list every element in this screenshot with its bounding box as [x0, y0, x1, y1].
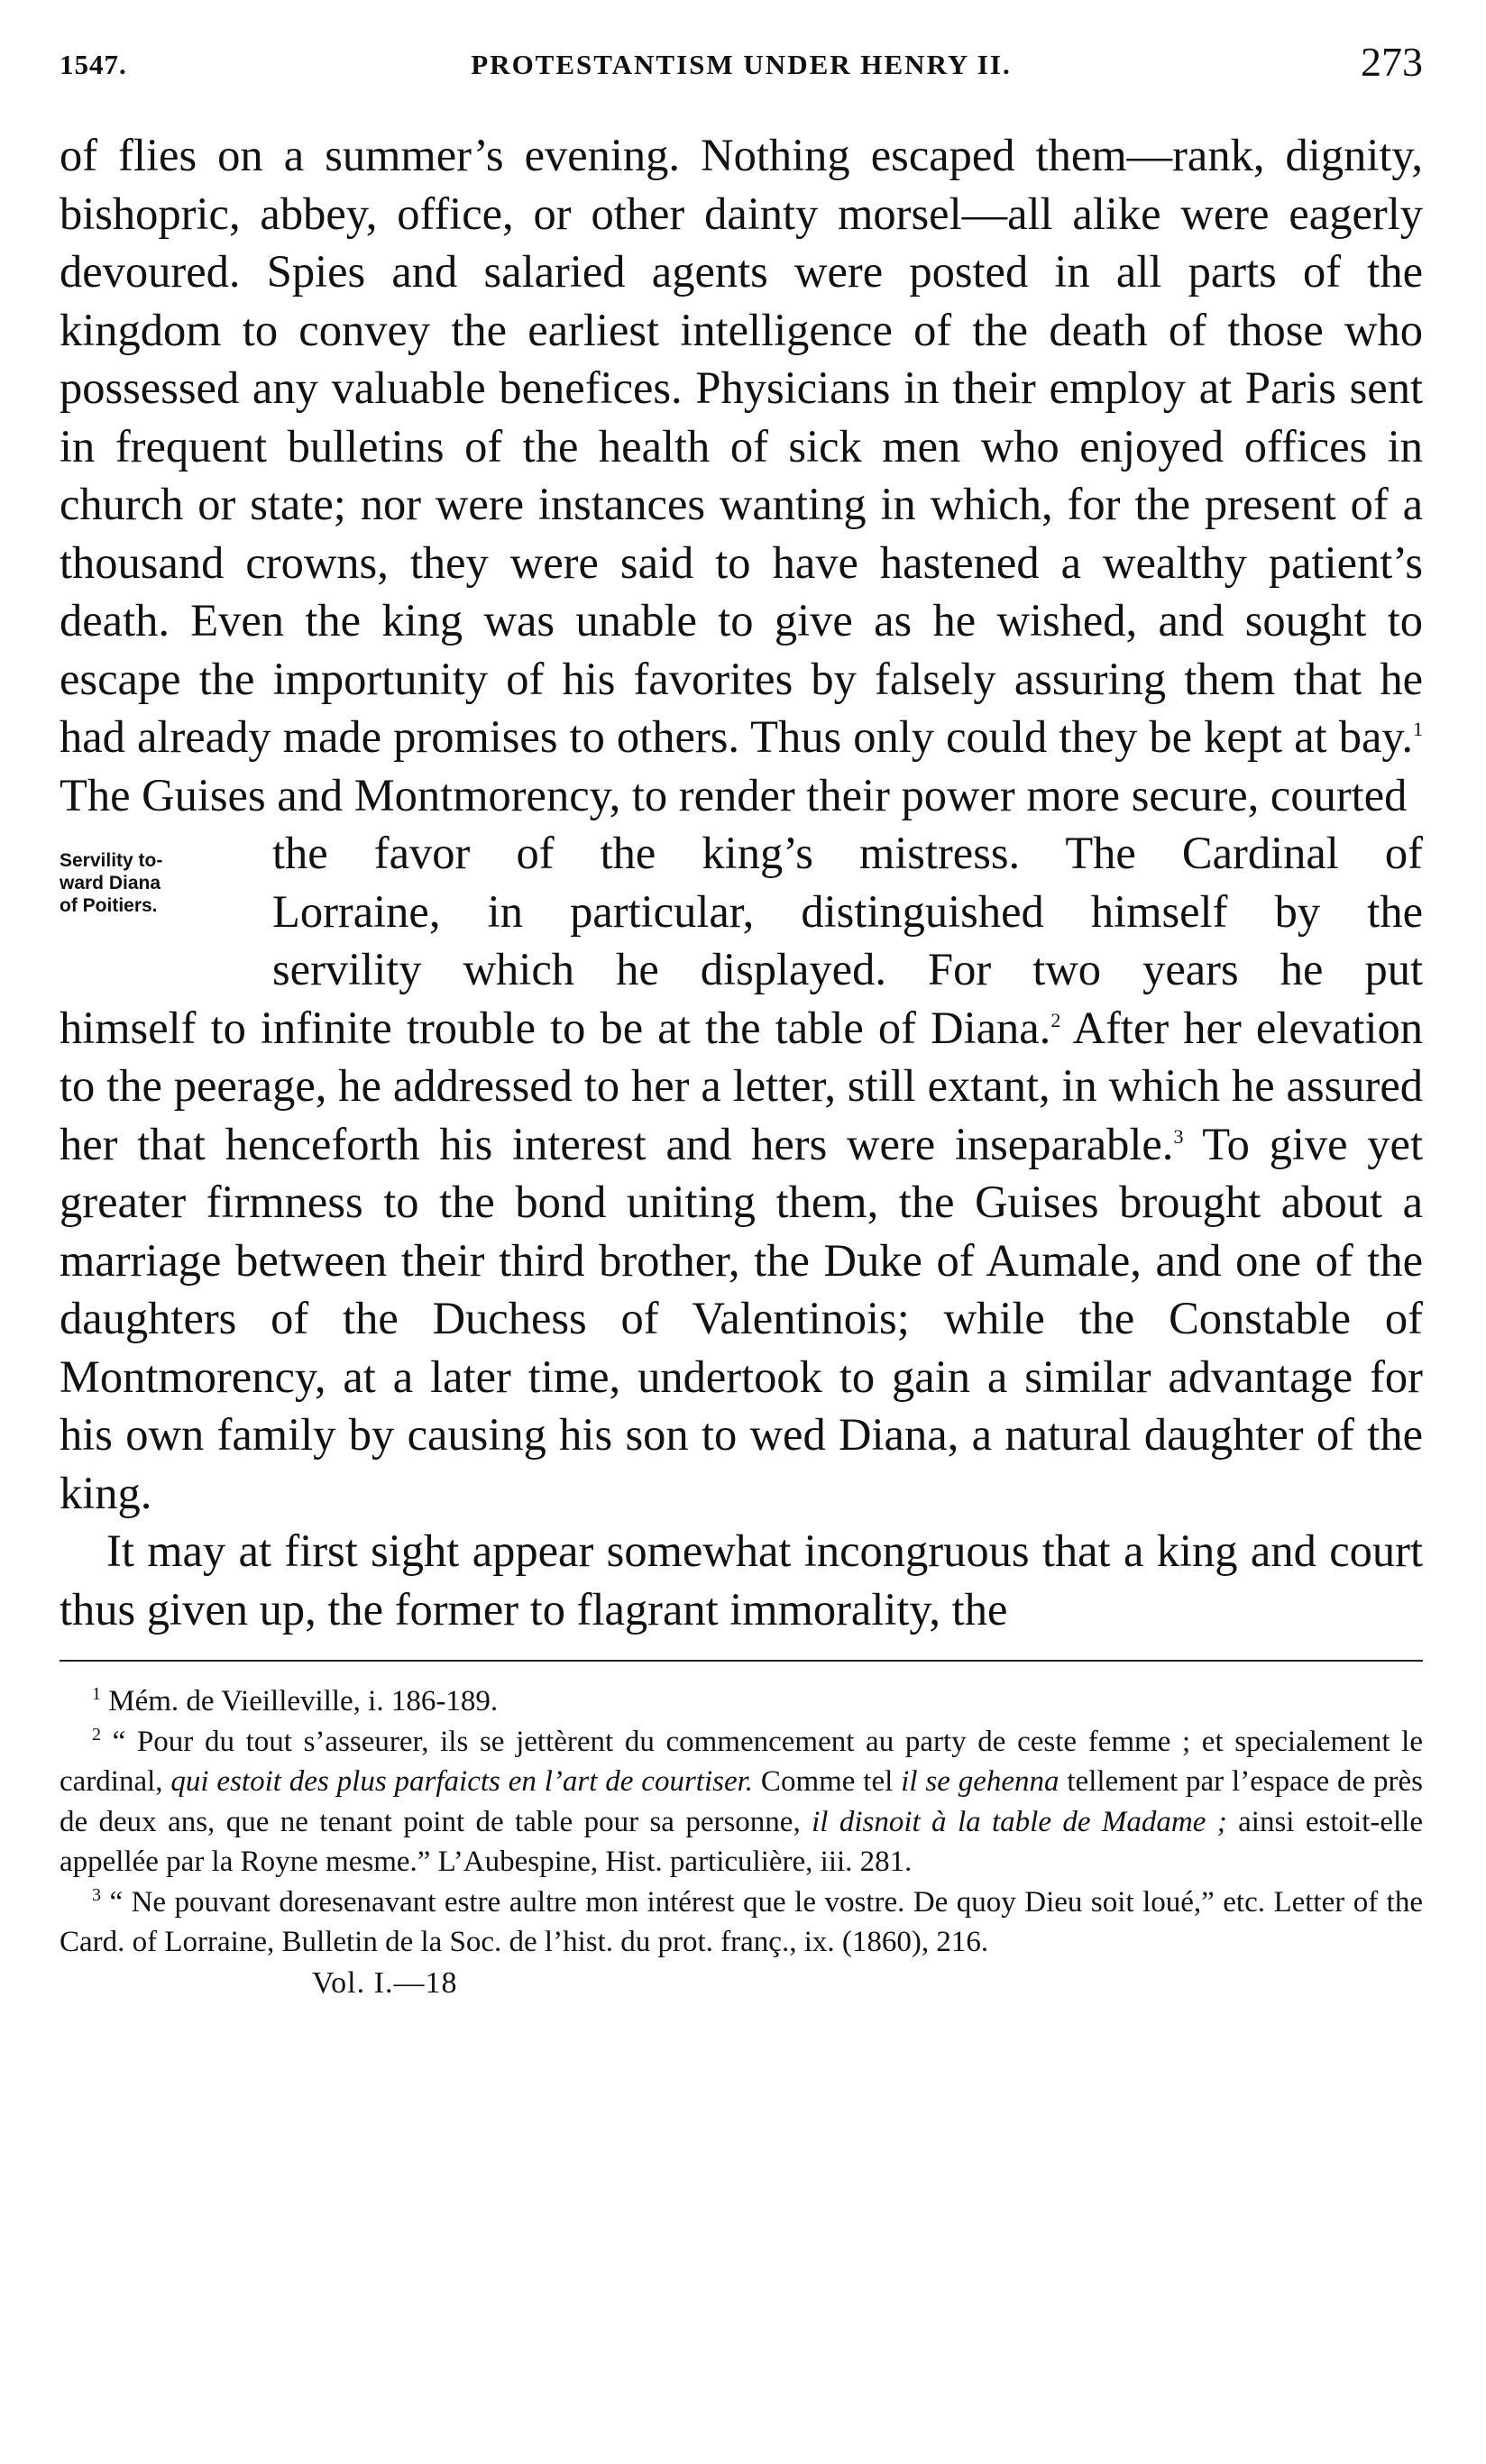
footnote-3-mark: 3: [92, 1884, 101, 1905]
footnote-ref-1: 1: [1413, 718, 1423, 740]
page-number: 273: [1361, 39, 1423, 85]
footnote-2-italic-2: il se gehenna: [901, 1765, 1059, 1798]
footnote-2-text-g: ainsi estoit-elle appellée par la Royne mesme.” L’Aubespine, Hist. particulière, iii. 281.: [60, 1805, 1423, 1878]
sidenote-line-3: of Poitiers.: [60, 895, 158, 916]
footnotes: [60, 1681, 1423, 1963]
footnote-2-mark: 2: [92, 1724, 101, 1745]
footnote-2: [60, 1722, 1423, 1882]
para1-text-b: The Guises and Montmorency, to render their power more secure, courted: [60, 769, 1408, 820]
running-head: [60, 36, 1423, 90]
indented-line-3: servility which he displayed. For two years he put: [272, 944, 1423, 994]
indented-lines: [272, 824, 1423, 999]
sidenote-line-1: Servility to-: [60, 850, 163, 871]
sidenote: [60, 824, 272, 917]
sidenote-block: [60, 824, 1423, 999]
footnote-1-text: Mém. de Vieilleville, i. 186-189.: [101, 1685, 499, 1717]
footnote-3: [60, 1882, 1423, 1963]
footnote-2-text-c: Comme tel: [753, 1765, 902, 1798]
footnote-3-text: “ Ne pouvant doresenavant estre aultre mon intérest que le vostre. De quoy Dieu soit loué,” etc. Letter of the Card. of Lorraine, Bulletin de la Soc. de l’hist. du prot. franç., ix. (1860), 216.: [60, 1885, 1423, 1958]
sidenote-line-2: ward Diana: [60, 873, 161, 893]
para1-text-d: After her elevation to the peerage, he addressed to her a letter, still extant, in which he assured her that henceforth his interest and hers were inseparable.: [60, 1002, 1423, 1169]
para1-text-e: To give yet greater firmness to the bond uniting them, the Guises brought about a marriage between their third brother, the Duke of Aumale, and one of the daughters of the Duchess of Valentinois; while the Constable of Montmorency, at a later time, undertook to gain a similar advantage for his own family by causing his son to wed Diana, a natural daughter of the king.: [60, 1118, 1423, 1518]
footnote-2-italic-1: qui estoit des plus parfaicts en l’art de courtiser.: [170, 1765, 754, 1798]
header-title: PROTESTANTISM UNDER HENRY II.: [471, 49, 1012, 80]
para1-text-c: himself to infinite trouble to be at the table of Diana.: [60, 1002, 1051, 1053]
paragraph-1-opening: [60, 126, 1423, 824]
indented-line-2: Lorraine, in particular, distinguished himself by the: [272, 885, 1423, 937]
paragraph-1-continued: [60, 999, 1423, 1523]
signature-mark: Vol. I.—18: [312, 1965, 458, 2000]
book-page: [60, 36, 1423, 2001]
footnote-2-text-e: tellement par l’espace de près de deux ans, que ne tenant point de table pour sa personne,: [60, 1765, 1423, 1838]
footnote-ref-3: 3: [1173, 1124, 1184, 1148]
footnote-2-italic-3: il disnoit à la table de Madame ;: [812, 1805, 1227, 1838]
main-text: [60, 126, 1423, 1638]
footnote-1: [60, 1681, 1423, 1722]
header-year: 1547.: [60, 49, 127, 80]
footnote-2-text-a: “ Pour du tout s’asseurer, ils se jettèrent du commencement au party de ceste femme ; et specialement le cardinal,: [60, 1725, 1423, 1798]
footnote-ref-2: 2: [1050, 1008, 1061, 1031]
para1-text-a: of flies on a summer’s evening. Nothing escaped them—rank, dignity, bishopric, abbey, office, or other dainty morsel—all alike were eagerly devoured. Spies and salaried agents were posted in all parts of the kingdom to convey the earliest intelligence of the death of those who possessed any valuable benefices. Physicians in their employ at Paris sent in frequent bulletins of the health of sick men who enjoyed offices in church or state; nor were instances wanting in which, for the present of a thousand crowns, they were said to have hastened a wealthy patient’s death. Even the king was unable to give as he wished, and sought to escape the importunity of his favorites by falsely assuring them that he had already made promises to others. Thus only could they be kept at bay.: [60, 130, 1423, 762]
footnote-rule: [60, 1660, 1423, 1662]
footnote-1-mark: 1: [92, 1684, 101, 1704]
paragraph-2: It may at first sight appear somewhat incongruous that a king and court thus given up, the former to flagrant immorality, the: [60, 1525, 1423, 1635]
indented-line-1: the favor of the king’s mistress. The Cardinal of: [272, 828, 1423, 878]
